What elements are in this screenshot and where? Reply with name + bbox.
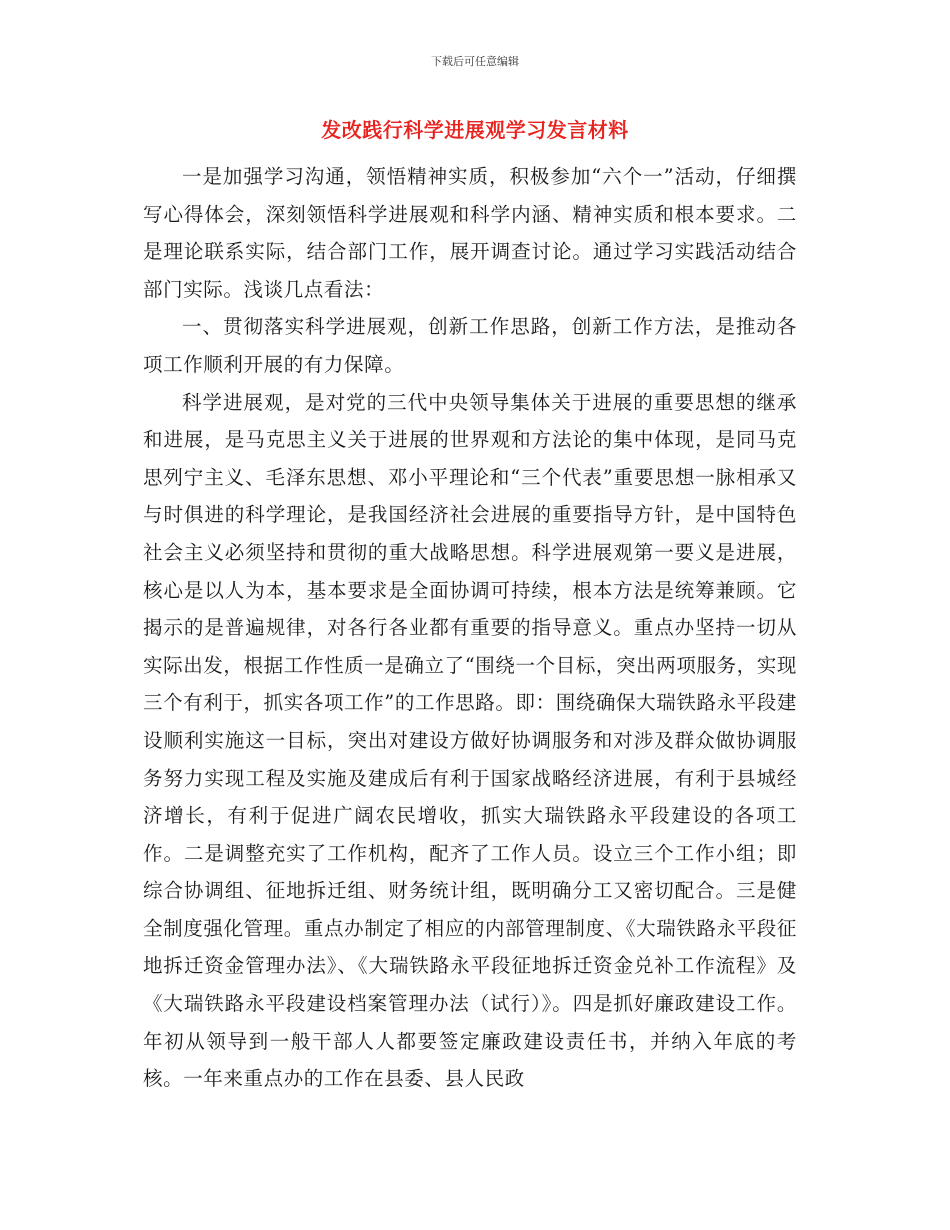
document-title: 发改践行科学进展观学习发言材料 [321,118,629,142]
page-header-note: 下载后可任意编辑 [431,55,519,68]
paragraph-1: 一是加强学习沟通，领悟精神实质，积极参加“六个一”活动，仔细撰写心得体会，深刻领悟科学进展观和科学内涵、精神实质和根本要求。二是理论联系实际，结合部门工作，展开调查讨论。通过学习实践活动结合部门实际。浅谈几点看法： [143,165,797,301]
paragraph-3: 科学进展观，是对党的三代中央领导集体关于进展的重要思想的继承和进展，是马克思主义关于进展的世界观和方法论的集中体现，是同马克思列宁主义、毛泽东思想、邓小平理论和“三个代表”重要思想一脉相承又与时俱进的科学理论，是我国经济社会进展的重要指导方针，是中国特色社会主义必须坚持和贯彻的重大战略思想。科学进展观第一要义是进展，核心是以人为本，基本要求是全面协调可持续，根本方法是统筹兼顾。它揭示的是普遍规律，对各行各业都有重要的指导意义。重点办坚持一切从实际出发，根据工作性质一是确立了“围绕一个目标，突出两项服务，实现三个有利于，抓实各项工作”的工作思路。即：围绕确保大瑞铁路永平段建设顺利实施这一目标，突出对建设方做好协调服务和对涉及群众做协调服务努力实现工程及实施及建成后有利于国家战略经济进展，有利于县城经济增长，有利于促进广阔农民增收，抓实大瑞铁路永平段建设的各项工作。二是调整充实了工作机构，配齐了工作人员。设立三个工作小组；即综合协调组、征地拆迁组、财务统计组，既明确分工又密切配合。三是健全制度强化管理。重点办制定了相应的内部管理制度、《大瑞铁路永平段征地拆迁资金管理办法》、《大瑞铁路永平段征地拆迁资金兑补工作流程》及《大瑞铁路永平段建设档案管理办法（试行）》。四是抓好廉政建设工作。年初从领导到一般干部人人都要签定廉政建设责任书，并纳入年底的考核。一年来重点办的工作在县委、县人民政 [143,390,797,1091]
document-body [143,158,797,1098]
paragraph-2: 一、贯彻落实科学进展观，创新工作思路，创新工作方法，是推动各项工作顺利开展的有力保障。 [143,315,797,376]
